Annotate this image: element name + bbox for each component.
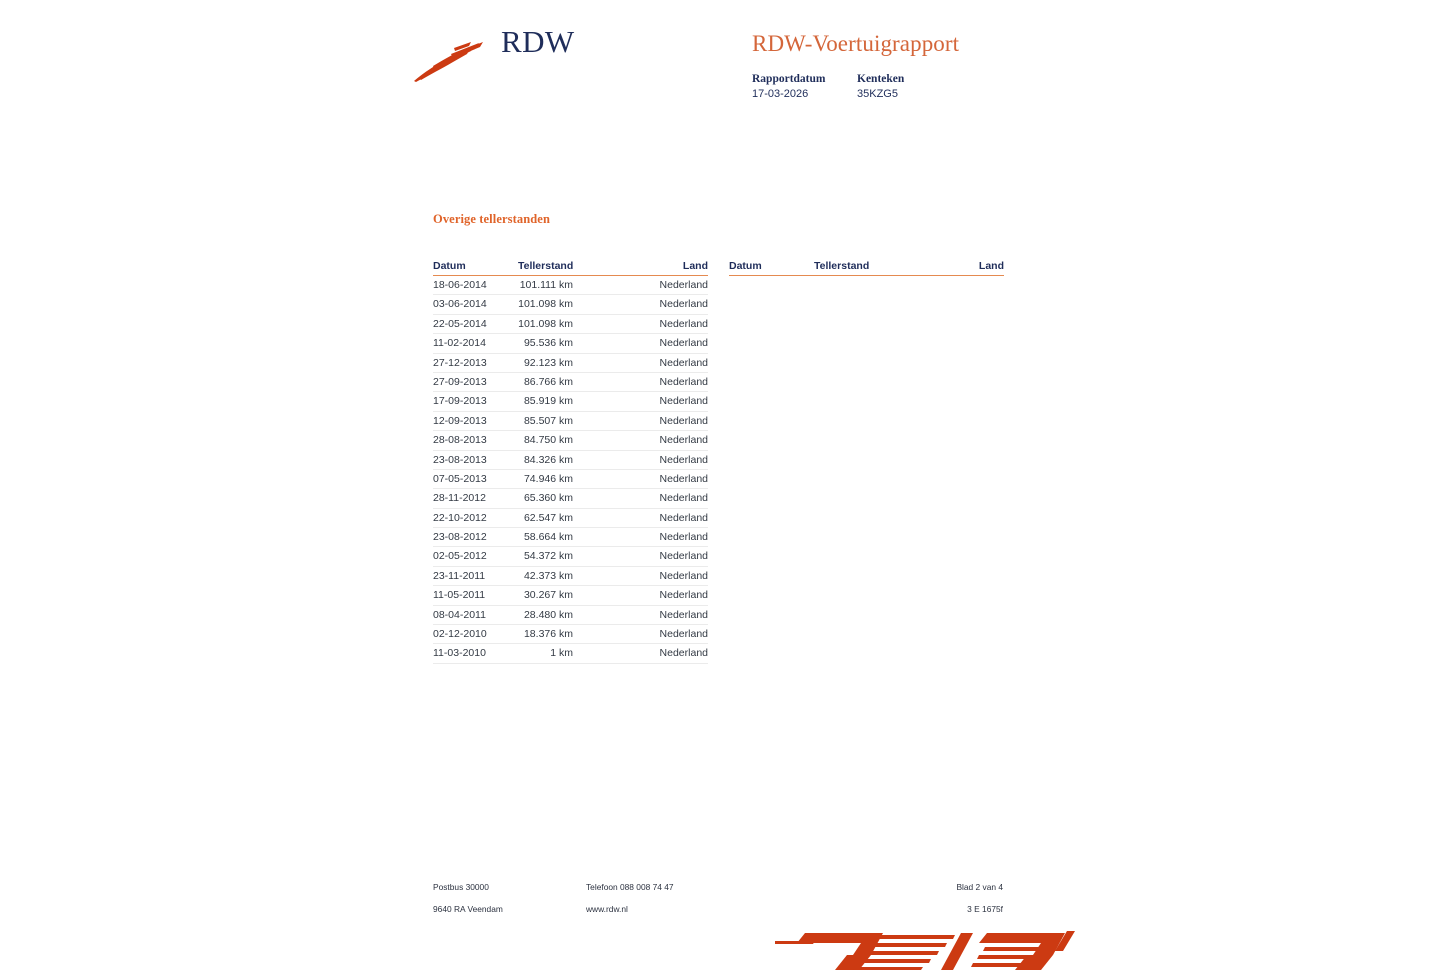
footer-telephone: Telefoon 088 008 74 47 (586, 882, 674, 892)
table-row (433, 644, 708, 663)
cell-datum: 18-06-2014 (433, 279, 487, 291)
rdw-swoosh-logo-icon (413, 40, 485, 84)
cell-datum: 02-12-2010 (433, 628, 487, 641)
cell-tellerstand: 101.098 km (518, 298, 573, 311)
tellerstanden-table-right (729, 255, 1004, 276)
cell-land: Nederland (659, 492, 708, 505)
cell-datum: 11-02-2014 (433, 337, 486, 350)
rdw-speed-lines-graphic-icon (775, 925, 1075, 970)
cell-land: Nederland (659, 589, 708, 602)
cell-tellerstand: 28.480 km (523, 608, 573, 621)
footer-address-line1: Postbus 30000 (433, 882, 489, 892)
cell-datum: 17-09-2013 (433, 395, 487, 408)
table-row (433, 392, 708, 411)
footer-form-code: 3 E 1675f (967, 904, 1003, 914)
page-footer (433, 876, 1003, 916)
cell-datum: 28-08-2013 (433, 434, 487, 447)
cell-land: Nederland (659, 317, 708, 330)
cell-tellerstand: 84.326 km (523, 453, 573, 466)
table-row (433, 451, 708, 470)
footer-page-number: Blad 2 van 4 (956, 882, 1003, 892)
cell-tellerstand: 54.372 km (523, 550, 573, 563)
column-header-tellerstand: Tellerstand (814, 260, 870, 272)
cell-land: Nederland (659, 569, 708, 582)
cell-land: Nederland (659, 550, 708, 563)
table-row (433, 489, 708, 508)
cell-tellerstand: 42.373 km (523, 569, 573, 582)
cell-datum: 08-04-2011 (433, 608, 486, 621)
cell-tellerstand: 18.376 km (523, 628, 573, 641)
cell-land: Nederland (659, 628, 708, 641)
column-header-land: Land (682, 260, 708, 272)
cell-land: Nederland (659, 531, 708, 544)
cell-tellerstand: 65.360 km (523, 492, 573, 505)
cell-datum: 27-09-2013 (433, 375, 487, 388)
table-body-left (433, 276, 708, 664)
cell-land: Nederland (659, 434, 708, 447)
table-row (433, 373, 708, 392)
table-header-row (729, 255, 1004, 276)
report-header (0, 0, 1440, 120)
footer-address-line2: 9640 RA Veendam (433, 904, 503, 914)
meta-kenteken (857, 72, 904, 102)
cell-datum: 02-05-2012 (433, 550, 487, 563)
meta-value-kenteken: 35KZG5 (857, 88, 898, 100)
table-row (433, 625, 708, 644)
column-header-datum: Datum (729, 260, 762, 272)
cell-tellerstand: 85.919 km (523, 395, 573, 408)
meta-rapportdatum (752, 72, 825, 102)
cell-datum: 12-09-2013 (433, 414, 487, 427)
footer-pagination (956, 876, 1003, 920)
table-row (433, 470, 708, 489)
cell-land: Nederland (659, 647, 708, 660)
page-title: RDW-Voertuigrapport (752, 31, 960, 56)
footer-contact (586, 876, 674, 920)
column-header-land: Land (978, 260, 1004, 272)
table-row (433, 431, 708, 450)
cell-land: Nederland (659, 298, 708, 311)
tellerstanden-table-left (433, 255, 708, 664)
meta-label-kenteken: Kenteken (857, 73, 905, 85)
cell-datum: 22-10-2012 (433, 511, 487, 524)
table-row (433, 547, 708, 566)
footer-website[interactable]: www.rdw.nl (586, 904, 628, 914)
cell-land: Nederland (659, 337, 708, 350)
cell-tellerstand: 62.547 km (523, 511, 573, 524)
cell-datum: 03-06-2014 (433, 298, 487, 311)
rdw-logo-wordmark: RDW (501, 24, 575, 59)
cell-datum: 07-05-2013 (433, 472, 487, 485)
cell-datum: 23-11-2011 (433, 569, 486, 582)
section-heading-overige-tellerstanden: Overige tellerstanden (433, 212, 550, 226)
cell-land: Nederland (659, 608, 708, 621)
cell-tellerstand: 101.111 km (519, 279, 573, 291)
cell-tellerstand: 85.507 km (523, 414, 573, 427)
table-row (433, 354, 708, 373)
cell-tellerstand: 92.123 km (523, 356, 573, 369)
table-row (433, 567, 708, 586)
table-row (433, 315, 708, 334)
cell-datum: 27-12-2013 (433, 356, 487, 369)
cell-land: Nederland (659, 414, 708, 427)
cell-land: Nederland (659, 375, 708, 388)
table-row (433, 509, 708, 528)
cell-tellerstand: 95.536 km (523, 337, 573, 350)
cell-land: Nederland (659, 279, 708, 291)
column-header-tellerstand: Tellerstand (518, 260, 574, 272)
cell-datum: 28-11-2012 (433, 492, 486, 505)
table-header-row (433, 255, 708, 276)
cell-tellerstand: 30.267 km (523, 589, 573, 602)
cell-datum: 11-03-2010 (433, 647, 486, 660)
cell-land: Nederland (659, 395, 708, 408)
cell-land: Nederland (659, 472, 708, 485)
footer-address (433, 876, 503, 920)
cell-datum: 23-08-2013 (433, 453, 487, 466)
cell-datum: 23-08-2012 (433, 531, 487, 544)
cell-land: Nederland (659, 453, 708, 466)
rdw-logo (413, 26, 593, 86)
cell-tellerstand: 74.946 km (523, 472, 573, 485)
cell-tellerstand: 84.750 km (523, 434, 573, 447)
table-row (433, 586, 708, 605)
cell-tellerstand: 58.664 km (523, 531, 573, 544)
cell-datum: 11-05-2011 (433, 589, 486, 602)
cell-datum: 22-05-2014 (433, 317, 487, 330)
table-row (433, 334, 708, 353)
meta-value-rapportdatum: 17-03-2026 (752, 88, 809, 100)
cell-tellerstand: 1 km (550, 647, 573, 660)
table-row (433, 412, 708, 431)
table-row (433, 528, 708, 547)
column-header-datum: Datum (433, 260, 466, 272)
meta-label-rapportdatum: Rapportdatum (752, 73, 826, 85)
table-row (433, 606, 708, 625)
table-row (433, 295, 708, 314)
table-row (433, 276, 708, 295)
cell-tellerstand: 86.766 km (523, 375, 573, 388)
cell-land: Nederland (659, 511, 708, 524)
cell-tellerstand: 101.098 km (518, 317, 573, 330)
cell-land: Nederland (659, 356, 708, 369)
